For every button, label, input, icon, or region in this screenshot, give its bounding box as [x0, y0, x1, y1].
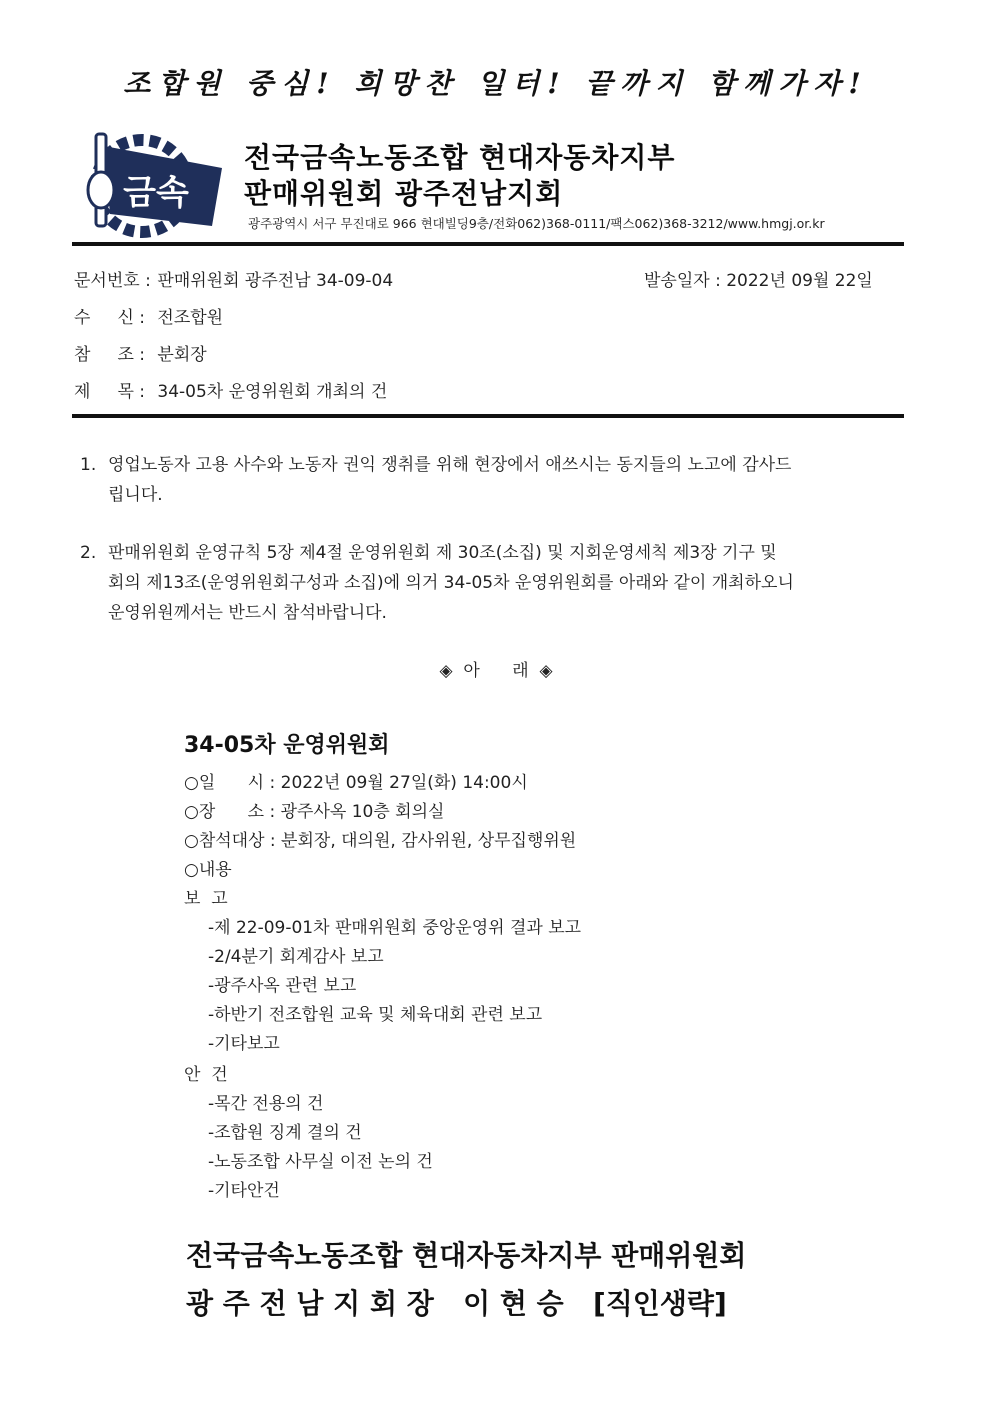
meeting-title: 34-05차 운영위원회: [184, 733, 390, 758]
org-address: 광주광역시 서구 무진대로 966 현대빌딩9층/전화062)368-0111/팩스062)368-3212/www.hmgj.or.kr: [248, 216, 825, 231]
report-item: -2/4분기 회계감사 보고: [208, 947, 384, 967]
send-date: 2022년 09월 22일: [726, 271, 873, 291]
signature-name: 광 주 전 남 지 회 장 이 현 승 [직인생략]: [186, 1287, 727, 1320]
signature-org: 전국금속노동조합 현대자동차지부 판매위원회: [186, 1239, 747, 1272]
recipient-label: 수 신 :: [74, 308, 145, 328]
paragraph-1-number: 1.: [80, 455, 97, 475]
agenda-item: -조합원 징계 결의 건: [208, 1123, 362, 1143]
report-heading: 보 고: [184, 889, 228, 909]
send-date-row: [644, 266, 873, 291]
agenda-item: -노동조합 사무실 이전 논의 건: [208, 1152, 433, 1172]
reference: 분회장: [157, 345, 207, 365]
meeting-place: ○장 소 : 광주사옥 10층 회의실: [184, 802, 445, 822]
agenda-heading: 안 건: [184, 1065, 228, 1085]
org-name-line1: 전국금속노동조합 현대자동차지부: [244, 141, 676, 174]
meeting-attendees: ○참석대상 : 분회장, 대의원, 감사위원, 상무집행위원: [184, 831, 577, 851]
paragraph-1-line-2: 립니다.: [108, 485, 163, 505]
reference-label: 참 조 :: [74, 345, 145, 365]
doc-number-row: [74, 266, 393, 291]
org-name-line2: 판매위원회 광주전남지회: [244, 177, 564, 210]
paragraph-2-number: 2.: [80, 543, 97, 563]
below-heading: ◈ 아 래 ◈: [439, 661, 553, 681]
subject-label: 제 목 :: [74, 382, 145, 402]
header-divider: [72, 242, 904, 246]
paragraph-2-line-3: 운영위원께서는 반드시 참석바랍니다.: [108, 603, 387, 623]
recipient: 전조합원: [157, 308, 224, 328]
reference-row: [74, 340, 207, 365]
meta-divider: [72, 414, 904, 418]
slogan: 조합원 중심! 희망찬 일터! 끝까지 함께가자!: [123, 67, 869, 100]
union-logo: [84, 128, 226, 240]
paragraph-2-line-2: 회의 제13조(운영위원회구성과 소집)에 의거 34-05차 운영위원회를 아래와 같이 개최하오니: [108, 573, 794, 593]
recipient-row: [74, 303, 223, 328]
doc-number: 판매위원회 광주전남 34-09-04: [157, 271, 394, 291]
agenda-item: -목간 전용의 건: [208, 1094, 324, 1114]
meeting-content-label: ○내용: [184, 860, 232, 880]
subject-row: [74, 377, 387, 402]
logo-text: 금속: [123, 173, 189, 213]
paragraph-2-line-1: 판매위원회 운영규칙 5장 제4절 운영위원회 제 30조(소집) 및 지회운영세칙 제3장 기구 및: [108, 543, 777, 563]
doc-number-label: 문서번호 :: [74, 271, 151, 291]
send-date-label: 발송일자 :: [644, 271, 721, 291]
agenda-item: -기타안건: [208, 1181, 280, 1201]
report-item: -기타보고: [208, 1034, 280, 1054]
meeting-date: ○일 시 : 2022년 09월 27일(화) 14:00시: [184, 773, 528, 793]
paragraph-1-line-1: 영업노동자 고용 사수와 노동자 권익 쟁취를 위해 현장에서 애쓰시는 동지들의 노고에 감사드: [108, 455, 792, 475]
subject: 34-05차 운영위원회 개최의 건: [157, 382, 388, 402]
report-item: -제 22-09-01차 판매위원회 중앙운영위 결과 보고: [208, 918, 582, 938]
report-item: -광주사옥 관련 보고: [208, 976, 357, 996]
report-item: -하반기 전조합원 교육 및 체육대회 관련 보고: [208, 1005, 543, 1025]
